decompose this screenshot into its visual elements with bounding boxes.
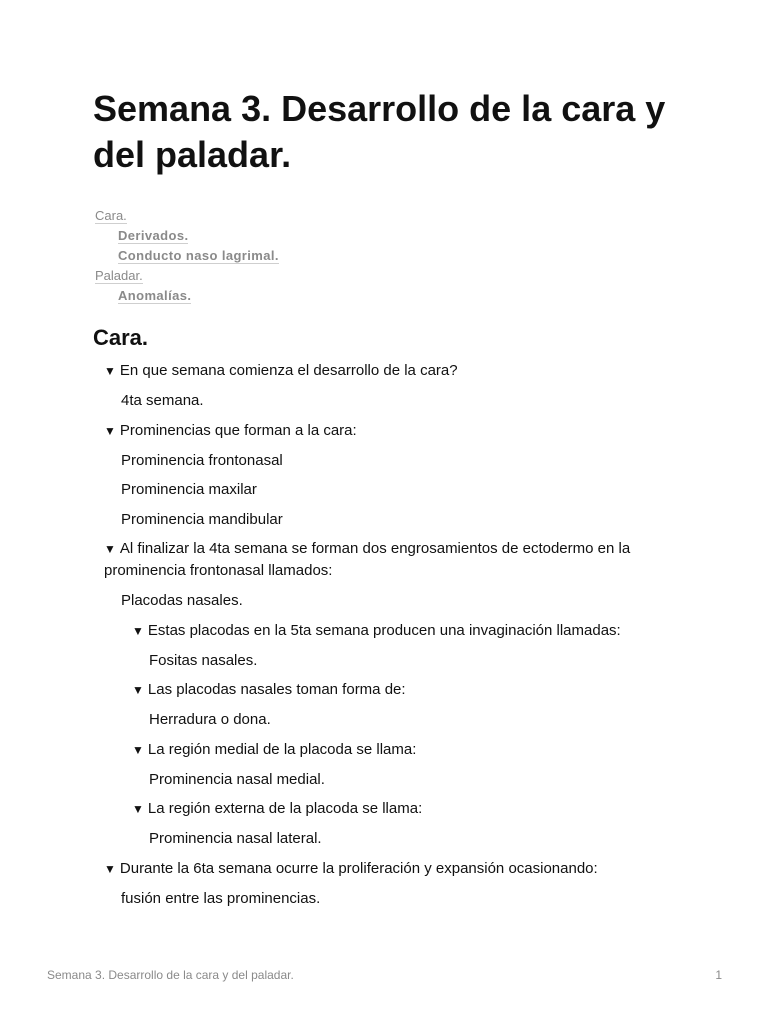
toc-item-label: Derivados. <box>118 228 189 243</box>
toggle-question[interactable] <box>104 620 664 642</box>
toggle-answer: Prominencia nasal medial. <box>149 770 325 788</box>
toggle-answer: Placodas nasales. <box>121 592 243 609</box>
toc-item[interactable] <box>95 286 279 306</box>
toggle-question-text: Prominencias que forman a la cara: <box>119 421 357 439</box>
toc-item[interactable] <box>95 226 279 246</box>
toggle-question-text: La región medial de la placoda se llama: <box>147 740 417 758</box>
toggle-arrow-icon[interactable]: ▼ <box>132 742 144 757</box>
toggle-answer: Herradura o dona. <box>149 711 271 728</box>
toggle-question[interactable] <box>104 858 664 880</box>
page-title: Semana 3. Desarrollo de la cara y del paladar. <box>93 88 666 175</box>
toggle-question[interactable] <box>104 739 664 761</box>
toggle-item <box>104 420 664 531</box>
toggle-item <box>104 739 664 791</box>
toggle-arrow-icon[interactable]: ▼ <box>104 861 116 876</box>
toc-item-label: Paladar. <box>95 268 143 283</box>
toggle-question[interactable] <box>104 798 664 820</box>
toc-item[interactable] <box>95 266 279 286</box>
toggle-arrow-icon[interactable]: ▼ <box>104 423 116 438</box>
toggle-arrow-icon[interactable]: ▼ <box>132 802 144 816</box>
footer-title: Semana 3. Desarrollo de la cara y del paladar. <box>47 968 294 982</box>
toc-item[interactable] <box>95 246 279 266</box>
toggle-question-text: Durante la 6ta semana ocurre la proliferación y expansión ocasionando: <box>119 859 598 877</box>
section-heading-cara: Cara. <box>93 325 149 350</box>
toc-item[interactable] <box>95 206 279 226</box>
toggle-answer: Prominencia maxilar <box>121 481 257 498</box>
toggle-answer: Prominencia mandibular <box>121 510 283 528</box>
toggle-arrow-icon[interactable]: ▼ <box>104 542 116 556</box>
toggle-question-text: La región externa de la placoda se llama: <box>147 800 423 817</box>
toggle-question-text: En que semana comienza el desarrollo de la cara? <box>119 362 458 379</box>
toggle-question-text: Las placodas nasales toman forma de: <box>147 681 406 698</box>
toggle-item <box>104 858 664 910</box>
toggle-question[interactable] <box>104 679 664 701</box>
toggle-question-text: Estas placodas en la 5ta semana producen una invaginación llamadas: <box>147 621 621 639</box>
toggle-answer: 4ta semana. <box>121 392 204 409</box>
toggle-item <box>104 620 664 672</box>
toggle-item <box>104 538 664 612</box>
toggle-answer: Prominencia nasal lateral. <box>149 830 322 847</box>
toggle-list <box>104 360 664 917</box>
table-of-contents <box>95 206 279 306</box>
toggle-arrow-icon[interactable]: ▼ <box>104 364 116 378</box>
toggle-arrow-icon[interactable]: ▼ <box>132 683 144 697</box>
toggle-question[interactable] <box>104 420 664 442</box>
toggle-item <box>104 798 664 850</box>
toggle-arrow-icon[interactable]: ▼ <box>132 623 144 638</box>
toc-item-label: Anomalías. <box>118 288 192 303</box>
footer-page-number: 1 <box>715 968 722 982</box>
toggle-question[interactable] <box>104 538 664 582</box>
toc-item-label: Conducto naso lagrimal. <box>118 248 279 263</box>
toggle-answer: fusión entre las prominencias. <box>121 889 321 907</box>
toggle-item <box>104 679 664 731</box>
toggle-question[interactable] <box>104 360 664 382</box>
toggle-answer: Fositas nasales. <box>149 651 258 669</box>
toc-item-label: Cara. <box>95 208 127 223</box>
toggle-question-text: Al finalizar la 4ta semana se forman dos engrosamientos de ectodermo en la prominencia frontonasal llamados: <box>104 540 631 579</box>
toggle-answer: Prominencia frontonasal <box>121 451 283 469</box>
toggle-item <box>104 360 664 412</box>
